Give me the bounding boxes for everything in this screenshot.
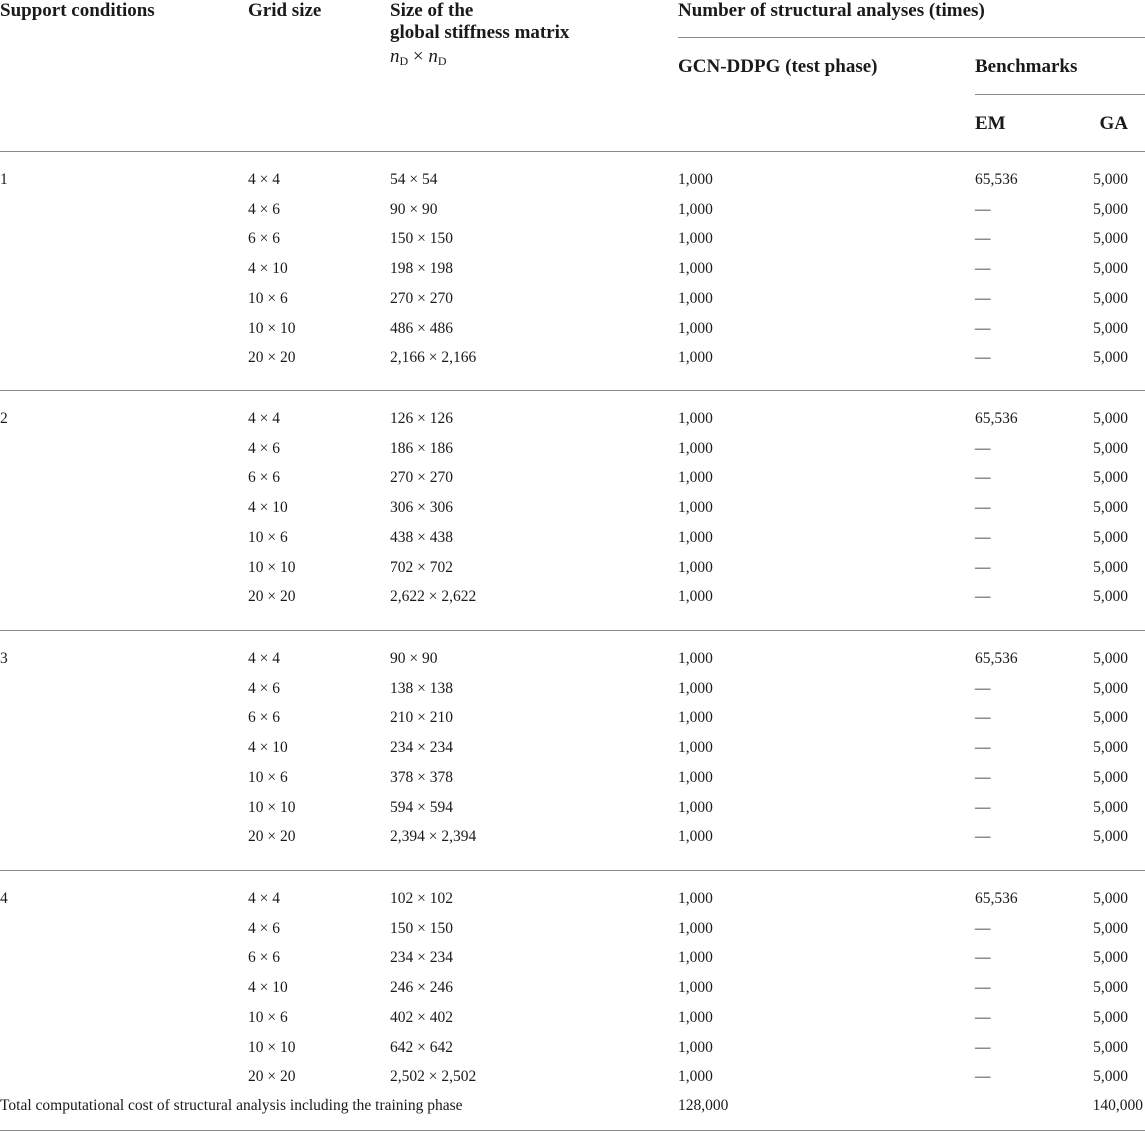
cell-gcn-ddpg: 1,000 <box>678 709 713 726</box>
cell-gcn-ddpg: 1,000 <box>678 1009 713 1026</box>
cell-em: — <box>975 320 991 337</box>
cell-ga: 5,000 <box>1093 799 1128 816</box>
cell-matrix-size: 186 × 186 <box>390 440 453 457</box>
header-ga: GA <box>1099 113 1128 134</box>
cell-gcn-ddpg: 1,000 <box>678 320 713 337</box>
cell-em: — <box>975 290 991 307</box>
cell-ga: 5,000 <box>1093 769 1128 786</box>
cell-grid-size: 6 × 6 <box>248 230 280 247</box>
header-matrix-line2: global stiffness matrix <box>390 22 570 43</box>
cell-em: — <box>975 828 991 845</box>
cell-matrix-size: 642 × 642 <box>390 1039 453 1056</box>
cell-grid-size: 10 × 10 <box>248 1039 296 1056</box>
cell-gcn-ddpg: 1,000 <box>678 979 713 996</box>
cell-em: 65,536 <box>975 410 1018 427</box>
cell-grid-size: 4 × 4 <box>248 171 280 188</box>
cell-ga: 5,000 <box>1093 890 1128 907</box>
cell-em: — <box>975 739 991 756</box>
cell-ga: 5,000 <box>1093 920 1128 937</box>
cell-gcn-ddpg: 1,000 <box>678 499 713 516</box>
cell-ga: 5,000 <box>1093 650 1128 667</box>
cell-ga: 5,000 <box>1093 469 1128 486</box>
cell-matrix-size: 378 × 378 <box>390 769 453 786</box>
cell-matrix-size: 246 × 246 <box>390 979 453 996</box>
cell-ga: 5,000 <box>1093 1009 1128 1026</box>
cell-matrix-size: 210 × 210 <box>390 709 453 726</box>
cell-support-condition: 3 <box>0 650 8 667</box>
cell-gcn-ddpg: 1,000 <box>678 588 713 605</box>
header-sub-rule <box>678 37 1145 38</box>
cell-em: — <box>975 349 991 366</box>
cell-grid-size: 10 × 6 <box>248 769 288 786</box>
cell-ga: 5,000 <box>1093 828 1128 845</box>
cell-em: — <box>975 499 991 516</box>
header-gcn-ddpg: GCN-DDPG (test phase) <box>678 56 878 77</box>
header-em: EM <box>975 113 1006 134</box>
cell-ga: 5,000 <box>1093 1039 1128 1056</box>
cell-matrix-size: 90 × 90 <box>390 201 438 218</box>
cell-ga: 5,000 <box>1093 588 1128 605</box>
cell-em: 65,536 <box>975 171 1018 188</box>
cell-gcn-ddpg: 1,000 <box>678 1068 713 1085</box>
cell-em: — <box>975 260 991 277</box>
total-ga: 140,000 <box>1092 1097 1143 1114</box>
cell-matrix-size: 2,502 × 2,502 <box>390 1068 477 1085</box>
cell-grid-size: 20 × 20 <box>248 828 296 845</box>
cell-matrix-size: 234 × 234 <box>390 739 453 756</box>
cell-support-condition: 2 <box>0 410 8 427</box>
cell-matrix-size: 126 × 126 <box>390 410 453 427</box>
total-gcn: 128,000 <box>678 1097 729 1114</box>
cell-ga: 5,000 <box>1093 559 1128 576</box>
cell-matrix-size: 270 × 270 <box>390 469 453 486</box>
cell-gcn-ddpg: 1,000 <box>678 230 713 247</box>
cell-gcn-ddpg: 1,000 <box>678 828 713 845</box>
cell-ga: 5,000 <box>1093 979 1128 996</box>
cell-matrix-size: 54 × 54 <box>390 171 438 188</box>
cell-grid-size: 20 × 20 <box>248 1068 296 1085</box>
cell-gcn-ddpg: 1,000 <box>678 650 713 667</box>
cell-gcn-ddpg: 1,000 <box>678 769 713 786</box>
cell-em: 65,536 <box>975 650 1018 667</box>
cell-ga: 5,000 <box>1093 171 1128 188</box>
cell-grid-size: 4 × 4 <box>248 650 280 667</box>
cell-ga: 5,000 <box>1093 320 1128 337</box>
cell-matrix-size: 702 × 702 <box>390 559 453 576</box>
cell-grid-size: 4 × 10 <box>248 739 288 756</box>
cell-support-condition: 1 <box>0 171 8 188</box>
cell-em: — <box>975 769 991 786</box>
cell-gcn-ddpg: 1,000 <box>678 739 713 756</box>
cell-matrix-size: 2,166 × 2,166 <box>390 349 477 366</box>
cell-grid-size: 6 × 6 <box>248 949 280 966</box>
cell-matrix-size: 486 × 486 <box>390 320 453 337</box>
cell-gcn-ddpg: 1,000 <box>678 920 713 937</box>
cell-grid-size: 6 × 6 <box>248 469 280 486</box>
cell-grid-size: 4 × 4 <box>248 410 280 427</box>
cell-gcn-ddpg: 1,000 <box>678 949 713 966</box>
matrix-symbol-n1: n <box>390 46 400 67</box>
matrix-symbol-n2: n <box>428 46 438 67</box>
cell-em: — <box>975 979 991 996</box>
cell-ga: 5,000 <box>1093 290 1128 307</box>
cell-grid-size: 4 × 6 <box>248 920 280 937</box>
cell-gcn-ddpg: 1,000 <box>678 290 713 307</box>
cell-grid-size: 4 × 4 <box>248 890 280 907</box>
cell-ga: 5,000 <box>1093 440 1128 457</box>
cell-em: — <box>975 949 991 966</box>
cell-grid-size: 4 × 6 <box>248 680 280 697</box>
cell-ga: 5,000 <box>1093 739 1128 756</box>
cell-matrix-size: 2,622 × 2,622 <box>390 588 477 605</box>
cell-grid-size: 10 × 6 <box>248 290 288 307</box>
header-grid-size: Grid size <box>248 0 322 21</box>
cell-ga: 5,000 <box>1093 680 1128 697</box>
cell-em: — <box>975 559 991 576</box>
cell-matrix-size: 150 × 150 <box>390 230 453 247</box>
header-matrix-line1: Size of the <box>390 0 474 21</box>
cell-em: — <box>975 588 991 605</box>
cell-matrix-size: 306 × 306 <box>390 499 453 516</box>
cell-em: — <box>975 201 991 218</box>
header-structural-analyses: Number of structural analyses (times) <box>678 0 985 21</box>
cell-matrix-size: 138 × 138 <box>390 680 453 697</box>
cell-gcn-ddpg: 1,000 <box>678 799 713 816</box>
cell-matrix-size: 150 × 150 <box>390 920 453 937</box>
cell-grid-size: 20 × 20 <box>248 349 296 366</box>
cell-gcn-ddpg: 1,000 <box>678 410 713 427</box>
cell-ga: 5,000 <box>1093 201 1128 218</box>
cell-matrix-size: 90 × 90 <box>390 650 438 667</box>
matrix-symbol-sub2: D <box>437 54 447 68</box>
cell-ga: 5,000 <box>1093 529 1128 546</box>
header-matrix-symbol <box>390 46 447 72</box>
group-separator-rule <box>0 630 1145 631</box>
cell-grid-size: 6 × 6 <box>248 709 280 726</box>
cell-gcn-ddpg: 1,000 <box>678 1039 713 1056</box>
cell-gcn-ddpg: 1,000 <box>678 440 713 457</box>
cell-em: — <box>975 709 991 726</box>
cell-em: — <box>975 1039 991 1056</box>
cell-ga: 5,000 <box>1093 499 1128 516</box>
header-bottom-rule <box>0 151 1145 152</box>
cell-matrix-size: 2,394 × 2,394 <box>390 828 477 845</box>
cell-em: 65,536 <box>975 890 1018 907</box>
cell-grid-size: 4 × 10 <box>248 979 288 996</box>
cell-ga: 5,000 <box>1093 410 1128 427</box>
cell-em: — <box>975 529 991 546</box>
cell-ga: 5,000 <box>1093 949 1128 966</box>
cell-ga: 5,000 <box>1093 260 1128 277</box>
cell-grid-size: 4 × 6 <box>248 440 280 457</box>
header-benchmarks-rule <box>975 94 1145 95</box>
cell-em: — <box>975 920 991 937</box>
cell-em: — <box>975 469 991 486</box>
cell-gcn-ddpg: 1,000 <box>678 559 713 576</box>
cell-matrix-size: 102 × 102 <box>390 890 453 907</box>
cell-support-condition: 4 <box>0 890 8 907</box>
cell-em: — <box>975 1068 991 1085</box>
cell-grid-size: 10 × 10 <box>248 559 296 576</box>
cell-gcn-ddpg: 1,000 <box>678 349 713 366</box>
cell-grid-size: 4 × 10 <box>248 499 288 516</box>
cell-grid-size: 4 × 6 <box>248 201 280 218</box>
cell-gcn-ddpg: 1,000 <box>678 469 713 486</box>
header-support-conditions: Support conditions <box>0 0 155 21</box>
cell-grid-size: 4 × 10 <box>248 260 288 277</box>
cell-grid-size: 10 × 6 <box>248 1009 288 1026</box>
cell-grid-size: 10 × 10 <box>248 799 296 816</box>
matrix-symbol-times: × <box>412 46 424 67</box>
cell-matrix-size: 438 × 438 <box>390 529 453 546</box>
cell-matrix-size: 234 × 234 <box>390 949 453 966</box>
cell-gcn-ddpg: 1,000 <box>678 171 713 188</box>
cell-gcn-ddpg: 1,000 <box>678 201 713 218</box>
cell-em: — <box>975 230 991 247</box>
cell-gcn-ddpg: 1,000 <box>678 260 713 277</box>
group-separator-rule <box>0 870 1145 871</box>
cell-em: — <box>975 680 991 697</box>
cell-em: — <box>975 440 991 457</box>
cell-em: — <box>975 1009 991 1026</box>
cell-grid-size: 20 × 20 <box>248 588 296 605</box>
cell-matrix-size: 198 × 198 <box>390 260 453 277</box>
cell-matrix-size: 402 × 402 <box>390 1009 453 1026</box>
header-benchmarks: Benchmarks <box>975 56 1078 77</box>
cell-ga: 5,000 <box>1093 1068 1128 1085</box>
total-label: Total computational cost of structural analysis including the training phase <box>0 1097 463 1114</box>
cell-gcn-ddpg: 1,000 <box>678 680 713 697</box>
cell-matrix-size: 594 × 594 <box>390 799 453 816</box>
cell-grid-size: 10 × 6 <box>248 529 288 546</box>
cell-gcn-ddpg: 1,000 <box>678 529 713 546</box>
cell-ga: 5,000 <box>1093 709 1128 726</box>
cell-grid-size: 10 × 10 <box>248 320 296 337</box>
cell-gcn-ddpg: 1,000 <box>678 890 713 907</box>
cell-ga: 5,000 <box>1093 349 1128 366</box>
matrix-symbol-sub1: D <box>399 54 409 68</box>
cell-matrix-size: 270 × 270 <box>390 290 453 307</box>
cell-em: — <box>975 799 991 816</box>
group-separator-rule <box>0 390 1145 391</box>
cell-ga: 5,000 <box>1093 230 1128 247</box>
